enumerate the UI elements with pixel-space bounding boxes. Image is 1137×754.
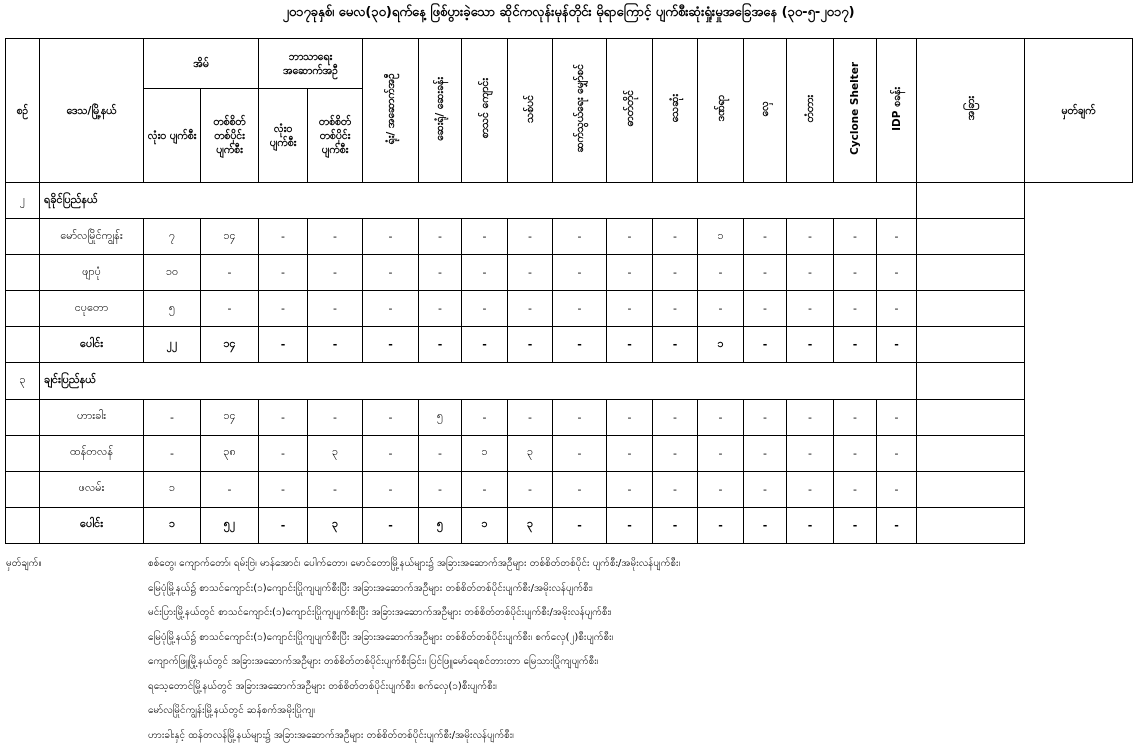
sum-cell: -	[259, 507, 308, 543]
sum-cell: -	[553, 327, 607, 363]
value-cell: -	[834, 435, 877, 471]
value-cell: -	[308, 399, 363, 435]
sum-cell: -	[744, 507, 787, 543]
row-no-cell	[6, 291, 40, 327]
value-cell: -	[553, 399, 607, 435]
area-name: ဖလမ်း	[40, 471, 144, 507]
value-cell: -	[877, 255, 917, 291]
value-cell: -	[744, 399, 787, 435]
header-religious: ဘာသာရေး အဆောက်အဦ	[259, 39, 363, 89]
value-cell: -	[462, 399, 508, 435]
value-cell: -	[744, 471, 787, 507]
value-cell: -	[698, 435, 744, 471]
sum-cell: ၅၂	[201, 507, 259, 543]
remarks-cell	[917, 435, 1025, 471]
header-bridge-label: တံတား	[804, 94, 817, 123]
sum-cell: ၁	[698, 327, 744, 363]
header-no: စဥ်	[6, 39, 40, 183]
header-death-label: သေဆုံး	[669, 94, 682, 123]
header-cyclone-shelter	[834, 39, 877, 183]
sum-row	[6, 327, 1133, 363]
value-cell: -	[363, 399, 419, 435]
value-cell: -	[419, 435, 462, 471]
area-name: ငပုတော	[40, 291, 144, 327]
header-tower	[553, 39, 607, 183]
sum-cell: -	[508, 327, 553, 363]
area-name: ထန်တလန်	[40, 435, 144, 471]
sum-cell: -	[653, 327, 698, 363]
table-row	[6, 435, 1133, 471]
note-line: မော်လမြိုင်ကျွန်းမြို့နယ်တွင် ဆန်စက်အမိုးပြိုကျ၊	[148, 705, 315, 716]
value-cell: -	[419, 291, 462, 327]
value-cell: -	[834, 219, 877, 255]
sum-cell: ၃	[308, 507, 363, 543]
sum-cell: ၁	[462, 507, 508, 543]
value-cell: ၁	[698, 219, 744, 255]
value-cell: -	[607, 219, 653, 255]
row-no-cell	[6, 255, 40, 291]
header-other	[917, 39, 1025, 183]
header-other-label: အခြား	[964, 96, 977, 121]
header-clinic-label: ဆေးရုံ/ ဆေးခန်း	[434, 76, 447, 141]
value-cell: -	[653, 435, 698, 471]
value-cell: -	[259, 399, 308, 435]
header-school-label: စာသင် ကျောင်း	[478, 78, 491, 139]
note-line: မြေပုံမြို့နယ်၌ စာသင်ကျောင်း(၁)ကျောင်းပြိုကျပျက်စီးပြီး အခြားအဆောက်အဦများ တစ်စိတ်တစ်ပိုင်းပျက်စီး/အမိုးလန်ပျက်စီး၊	[148, 582, 593, 594]
value-cell: -	[462, 471, 508, 507]
value-cell: -	[144, 399, 201, 435]
value-cell: -	[834, 291, 877, 327]
sum-cell: ၃	[508, 507, 553, 543]
value-cell: -	[553, 255, 607, 291]
header-boat-label: လှေ	[759, 100, 772, 117]
header-boat	[744, 39, 787, 183]
sum-label: ပေါင်း	[40, 507, 144, 543]
header-injured	[698, 39, 744, 183]
remarks-cell	[917, 183, 1025, 219]
value-cell: -	[419, 219, 462, 255]
value-cell: -	[877, 435, 917, 471]
region-row	[6, 363, 1133, 399]
value-cell: -	[787, 399, 834, 435]
sum-cell: -	[462, 327, 508, 363]
value-cell: -	[877, 399, 917, 435]
value-cell: -	[744, 219, 787, 255]
value-cell: -	[553, 219, 607, 255]
sum-cell: -	[834, 507, 877, 543]
value-cell: -	[744, 291, 787, 327]
header-cyclone-shelter-label: Cyclone Shelter	[849, 62, 862, 155]
value-cell: -	[653, 399, 698, 435]
value-cell: -	[201, 291, 259, 327]
sum-cell: ၂၂	[144, 327, 201, 363]
value-cell: -	[787, 435, 834, 471]
header-electric-post	[607, 39, 653, 183]
value-cell: -	[259, 219, 308, 255]
value-cell: -	[698, 291, 744, 327]
value-cell: ၁	[462, 435, 508, 471]
sum-cell: -	[653, 507, 698, 543]
value-cell: -	[607, 291, 653, 327]
value-cell: ၁၀	[144, 255, 201, 291]
remarks-cell	[917, 471, 1025, 507]
value-cell: -	[508, 291, 553, 327]
value-cell: -	[653, 219, 698, 255]
sum-cell: -	[607, 507, 653, 543]
sum-cell: ၅	[419, 507, 462, 543]
row-no-cell	[6, 507, 40, 543]
sum-cell: -	[259, 327, 308, 363]
value-cell: -	[834, 471, 877, 507]
value-cell: -	[419, 471, 462, 507]
value-cell: ၅	[419, 399, 462, 435]
region-name: ချင်းပြည်နယ်	[40, 363, 917, 399]
value-cell: -	[553, 435, 607, 471]
header-idp	[877, 39, 917, 183]
value-cell: -	[144, 435, 201, 471]
header-tower-label: ဆက်သွယ်ရေး မျှော်စင်	[573, 64, 586, 153]
value-cell: -	[787, 291, 834, 327]
sum-cell: -	[607, 327, 653, 363]
value-cell: -	[259, 291, 308, 327]
header-remarks: မှတ်ချက်	[1025, 39, 1133, 183]
region-name: ရခိုင်ပြည်နယ်	[40, 183, 917, 219]
sum-cell: -	[877, 507, 917, 543]
header-house-full: လုံးဝ ပျက်စီး	[144, 89, 201, 183]
header-office	[363, 39, 419, 183]
value-cell: -	[308, 291, 363, 327]
value-cell: -	[653, 471, 698, 507]
remarks-cell	[917, 327, 1025, 363]
value-cell: -	[698, 471, 744, 507]
sum-row	[6, 507, 1133, 543]
sum-cell: -	[698, 507, 744, 543]
value-cell: -	[508, 471, 553, 507]
header-area: ဒေသ/မြို့နယ်	[40, 39, 144, 183]
value-cell: -	[308, 255, 363, 291]
value-cell: ၁၄	[201, 399, 259, 435]
value-cell: -	[787, 255, 834, 291]
header-clinic	[419, 39, 462, 183]
value-cell: -	[553, 471, 607, 507]
value-cell: ၃	[508, 435, 553, 471]
value-cell: -	[462, 291, 508, 327]
row-no-cell	[6, 399, 40, 435]
value-cell: -	[787, 219, 834, 255]
value-cell: -	[363, 291, 419, 327]
value-cell: -	[653, 291, 698, 327]
value-cell: -	[201, 255, 259, 291]
sum-cell: -	[744, 327, 787, 363]
value-cell: -	[308, 219, 363, 255]
note-line: စစ်တွေ၊ ကျောက်တော်၊ ရမ်းဗြဲ၊ မာန်အောင်၊ ပေါက်တော၊ မောင်တောမြို့နယ်များ၌ အခြားအဆောက်အဦများ တစ်စိတ်တစ်ပိုင်း ပျက်စီး/အမိုးလန်ပျက်စီး၊	[148, 558, 681, 569]
value-cell: -	[607, 435, 653, 471]
damage-table	[5, 38, 1133, 544]
note-line: မင်းပြားမြို့နယ်တွင် စာသင်ကျောင်း(၁)ကျောင်းပြိုကျပျက်စီးပြီး အခြားအဆောက်အဦများ တစ်စိတ်တစ်ပိုင်းပျက်စီး/အမိုးလန်ပျက်စီး၊	[148, 607, 612, 618]
value-cell: -	[201, 471, 259, 507]
value-cell: -	[462, 255, 508, 291]
sum-cell: -	[419, 327, 462, 363]
table-row	[6, 471, 1133, 507]
remarks-cell	[917, 255, 1025, 291]
remarks-cell	[917, 291, 1025, 327]
value-cell: ၃	[308, 435, 363, 471]
row-no-cell	[6, 435, 40, 471]
value-cell: -	[259, 255, 308, 291]
sum-cell: -	[553, 507, 607, 543]
header-tree	[508, 39, 553, 183]
value-cell: -	[834, 255, 877, 291]
value-cell: ၇	[144, 219, 201, 255]
value-cell: ၅	[144, 291, 201, 327]
sum-cell: ၁	[144, 507, 201, 543]
value-cell: -	[363, 435, 419, 471]
header-office-label: ရုံး/ အဆောက်အဦ	[384, 72, 397, 145]
region-no: ၂	[6, 183, 40, 219]
remarks-cell	[917, 363, 1025, 399]
remarks-cell	[917, 399, 1025, 435]
header-house-partial: တစ်စိတ် တစ်ပိုင်း ပျက်စီး	[201, 89, 259, 183]
row-no-cell	[6, 471, 40, 507]
area-name: ဖျာပုံ	[40, 255, 144, 291]
value-cell: -	[744, 255, 787, 291]
header-idp-label: IDP စခန်း	[890, 86, 903, 131]
value-cell: -	[787, 471, 834, 507]
sum-cell: -	[877, 327, 917, 363]
header-death	[653, 39, 698, 183]
sum-cell: -	[787, 327, 834, 363]
row-no-cell	[6, 219, 40, 255]
value-cell: -	[363, 219, 419, 255]
value-cell: -	[508, 255, 553, 291]
value-cell: -	[607, 399, 653, 435]
value-cell: -	[834, 399, 877, 435]
note-line: မြေပုံမြို့နယ်၌ စာသင်ကျောင်း(၁)ကျောင်းပြိုကျပျက်စီးပြီး အခြားအဆောက်အဦများ တစ်စိတ်တစ်ပိုင်းပျက်စီး၊ စက်လှေ(၂)စီးပျက်စီး၊	[148, 631, 614, 643]
table-row	[6, 291, 1133, 327]
row-no-cell	[6, 327, 40, 363]
remarks-cell	[917, 507, 1025, 543]
value-cell: -	[877, 219, 917, 255]
value-cell: -	[363, 255, 419, 291]
value-cell: -	[877, 291, 917, 327]
header-injured-label: ဒဏ်ရာ	[714, 95, 727, 122]
area-name: ဟားခါး	[40, 399, 144, 435]
value-cell: -	[419, 255, 462, 291]
value-cell: -	[508, 399, 553, 435]
header-religious-full: လုံးဝ ပျက်စီး	[259, 89, 308, 183]
header-school	[462, 39, 508, 183]
header-electric-post-label: ဓာတ်တိုင်	[623, 90, 636, 127]
notes-label: မှတ်ချက်။	[6, 558, 42, 569]
value-cell: -	[308, 471, 363, 507]
note-line: ဟားခါးနှင့် ထန်တလန်မြို့နယ်များ၌ အခြားအဆောက်အဦများ တစ်စိတ်တစ်ပိုင်းပျက်စီး/အမိုးလန်ပျက်စီး၊	[148, 729, 514, 741]
table-row	[6, 219, 1133, 255]
value-cell: -	[259, 435, 308, 471]
value-cell: -	[259, 471, 308, 507]
area-name: မော်လမြိုင်ကျွန်း	[40, 219, 144, 255]
value-cell: -	[744, 435, 787, 471]
header-tree-label: သစ်ပင်	[524, 94, 537, 123]
value-cell: -	[877, 471, 917, 507]
sum-label: ပေါင်း	[40, 327, 144, 363]
sum-cell: -	[834, 327, 877, 363]
value-cell: -	[462, 219, 508, 255]
page-title: ၂၀၁၇ခုနှစ်၊ မေလ(၃၀)ရက်နေ့ ဖြစ်ပွားခဲ့သော ဆိုင်ကလုန်းမုန်တိုင်း မိုရာကြောင့် ပျက်စီးဆုံးရှုံးမှုအခြေအနေ (၃၀-၅-၂၀၁၇)	[282, 5, 855, 20]
value-cell: -	[698, 399, 744, 435]
sum-cell: -	[363, 507, 419, 543]
sum-cell: -	[308, 327, 363, 363]
table-row	[6, 399, 1133, 435]
value-cell: -	[607, 255, 653, 291]
value-cell: ၃၈	[201, 435, 259, 471]
table-row	[6, 255, 1133, 291]
table-body	[6, 183, 1133, 544]
region-row	[6, 183, 1133, 219]
sum-cell: ၁၄	[201, 327, 259, 363]
note-line: ရသေ့တောင်မြို့နယ်တွင် အခြားအဆောက်အဦများ တစ်စိတ်တစ်ပိုင်းပျက်စီး၊ စက်လှေ(၁)စီးပျက်စီး၊	[148, 680, 497, 692]
note-line: ကျောက်ဖြူမြို့နယ်တွင် အခြားအဆောက်အဦများ တစ်စိတ်တစ်ပိုင်းပျက်စီးခြင်း၊ ပြင်ဖြူမော်ရေစင်တားတာ မြေသားပြိုကျပျက်စီး၊	[148, 656, 599, 667]
header-bridge	[787, 39, 834, 183]
value-cell: -	[508, 219, 553, 255]
value-cell: -	[698, 255, 744, 291]
value-cell: -	[553, 291, 607, 327]
header-religious-partial: တစ်စိတ် တစ်ပိုင်း ပျက်စီး	[308, 89, 363, 183]
sum-cell: -	[787, 507, 834, 543]
value-cell: ၁	[144, 471, 201, 507]
value-cell: -	[607, 471, 653, 507]
value-cell: ၁၄	[201, 219, 259, 255]
region-no: ၃	[6, 363, 40, 399]
sum-cell: -	[363, 327, 419, 363]
value-cell: -	[363, 471, 419, 507]
header-house: အိမ်	[144, 39, 259, 89]
value-cell: -	[653, 255, 698, 291]
remarks-cell	[917, 219, 1025, 255]
